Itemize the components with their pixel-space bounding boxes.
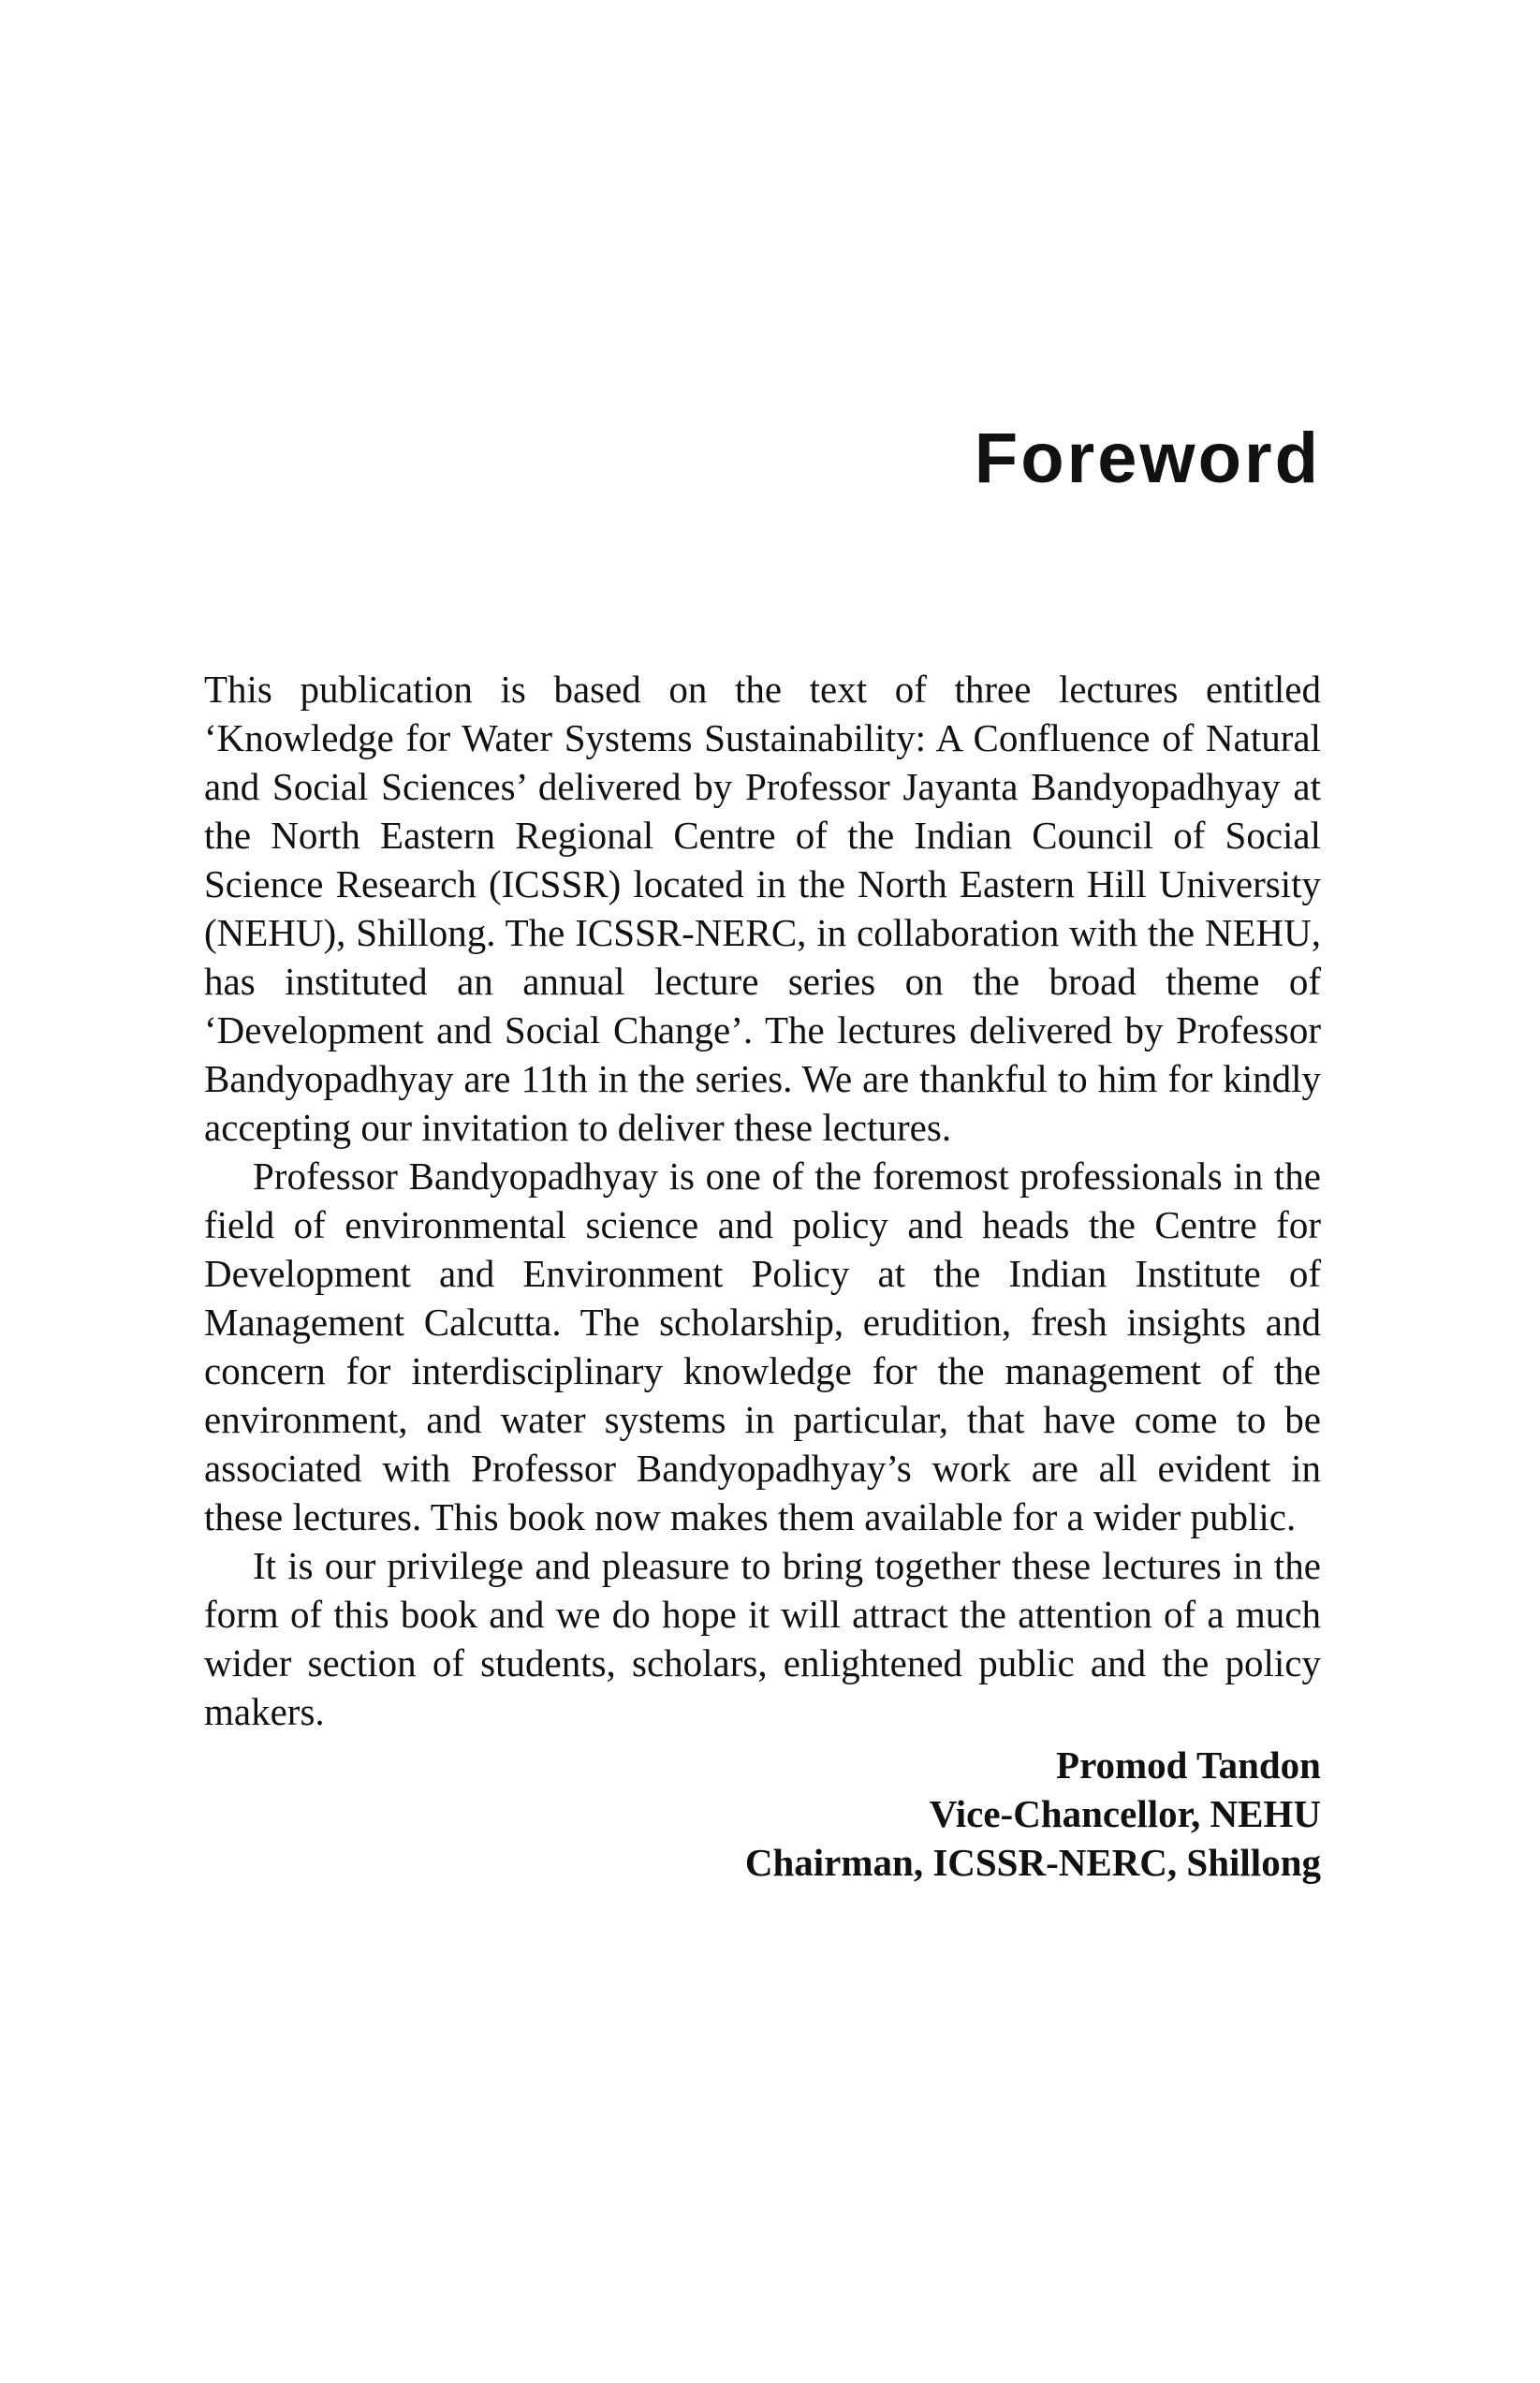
foreword-body [204, 665, 1321, 1887]
signature-title-1: Vice-Chancellor, NEHU [929, 1792, 1321, 1835]
paragraph-2: Professor Bandyopadhyay is one of the foremost professionals in the field of environmental science and policy and heads the Centre for Development and Environment Policy at the Indian Institute of Management Calcutta. The scholarship, erudition, fresh insights and concern for interdisciplinary knowledge for the management of the environment, and water systems in particular, that have come to be associated with Professor Bandyopadhyay’s work are all evident in these lectures. This book now makes them available for a wider public. [204, 1155, 1321, 1538]
paragraph-3: It is our privilege and pleasure to bring together these lectures in the form of this book and we do hope it will attract the attention of a much wider section of students, scholars, enlightened public and the policy makers. [204, 1544, 1321, 1733]
page-title: Foreword [974, 419, 1321, 498]
signature-name: Promod Tandon [1056, 1743, 1321, 1787]
paragraph-1: This publication is based on the text of three lectures entitled ‘Knowledge for Water Systems Sustainability: A Confluence of Natural and Social Sciences’ delivered by Professor Jayanta Bandyopadhyay at the North Eastern Regional Centre of the Indian Council of Social Science Research (ICSSR) located in the North Eastern Hill University (NEHU), Shillong. The ICSSR-NERC, in collaboration with the NEHU, has instituted an annual lecture series on the broad theme of ‘Development and Social Change’. The lectures delivered by Professor Bandyopadhyay are 11th in the series. We are thankful to him for kindly accepting our invitation to deliver these lectures. [204, 668, 1321, 1149]
signature-title-2: Chairman, ICSSR-NERC, Shillong [744, 1841, 1321, 1884]
signature-block [204, 1741, 1321, 1887]
